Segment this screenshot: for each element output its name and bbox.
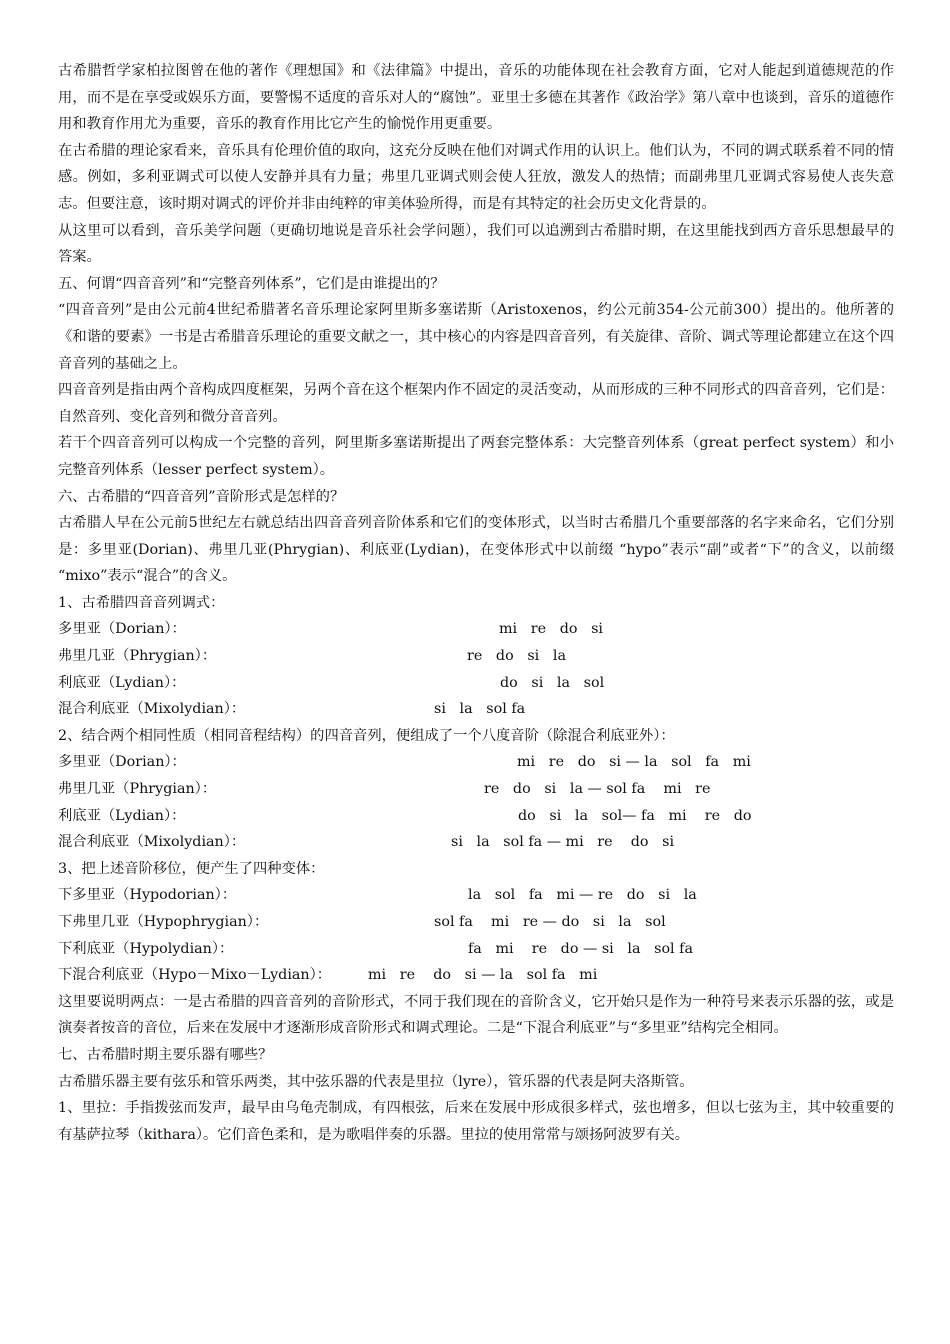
mode-notes: do si la sol— fa mi re do [518, 807, 752, 824]
mode-name: 弗里几亚（Phrygian）： [58, 648, 217, 665]
mode-notes: re do si la [467, 648, 566, 665]
mode-name: 混合利底亚（Mixolydian）： [58, 834, 246, 851]
question-7-heading: 七、古希腊时期主要乐器有哪些？ [58, 1046, 273, 1063]
scale-row [58, 696, 894, 723]
mode-notes: mi re do si [499, 621, 603, 638]
section-3-table [58, 882, 894, 988]
paragraph-instruments: 古希腊乐器主要有弦乐和管乐两类，其中弦乐器的代表是里拉（lyre），管乐器的代表是阿夫洛斯管。 [58, 1073, 694, 1090]
mode-notes: si la sol fa — mi re do si [451, 834, 675, 851]
question-6-heading: 六、古希腊的“四音音列”音阶形式是怎样的？ [58, 488, 345, 505]
paragraph-tetrachord-origin: “四音音列”是由公元前4世纪希腊著名音乐理论家阿里斯多塞诺斯（Aristoxenos，约公元前354-公元前300）提出的。他所著的《和谐的要素》一书是古希腊音乐理论的重要文献之一，其中核心的内容是四音音列，有关旋律、音阶、调式等理论都建立在这个四音音列的基础之上。 [58, 302, 894, 372]
mode-notes: la sol fa mi — re do si la [468, 887, 697, 904]
paragraph-origin: 从这里可以看到，音乐美学问题（更确切地说是音乐社会学问题），我们可以追溯到古希腊时期，在这里能找到西方音乐思想最早的答案。 [58, 222, 894, 266]
mode-name: 多里亚（Dorian）： [58, 754, 186, 771]
paragraph-modes-ethics: 在古希腊的理论家看来，音乐具有伦理价值的取向，这充分反映在他们对调式作用的认识上。他们认为，不同的调式联系着不同的情感。例如，多利亚调式可以使人安静并具有力量；弗里几亚调式则会使人狂放，激发人的热情；而副弗里几亚调式容易使人丧失意志。但要注意，该时期对调式的评价并非由纯粹的审美体验所得，而是有其特定的社会历史文化背景的。 [58, 142, 894, 212]
mode-name: 混合利底亚（Mixolydian）： [58, 701, 246, 718]
mode-name: 下混合利底亚（Hypo－Mixo－Lydian）： [58, 967, 332, 984]
scale-row [58, 962, 894, 989]
paragraph-lyre: 1、里拉：手指拨弦而发声，最早由乌龟壳制成，有四根弦，后来在发展中形成很多样式，弦也增多，但以七弦为主，其中较重要的有基萨拉琴（kithara）。它们音色柔和，是为歌唱伴奏的乐器。里拉的使用常常与颂扬阿波罗有关。 [58, 1100, 894, 1143]
scale-row [58, 776, 894, 803]
paragraph-mode-names: 古希腊人早在公元前5世纪左右就总结出四音音列音阶体系和它们的变体形式，以当时古希腊几个重要部落的名字来命名，它们分别是：多里亚(Dorian)、弗里几亚(Phrygian)、利底亚(Lydian)，在变体形式中以前缀 “hypo”表示“副”或者“下”的含义，以前缀 “mixo”表示“混合”的含义。 [58, 515, 894, 585]
section-2-table [58, 749, 894, 855]
paragraph-perfect-system: 若干个四音音列可以构成一个完整的音列，阿里斯多塞诺斯提出了两套完整体系：大完整音列体系（great perfect system）和小完整音列体系（lesser perfect system）。 [58, 435, 894, 478]
mode-notes: sol fa mi re — do si la sol [434, 914, 666, 930]
scale-row [58, 829, 894, 856]
scale-row [58, 749, 894, 776]
mode-notes: re do si la — sol fa mi re [484, 781, 711, 798]
mode-name: 下多里亚（Hypodorian）： [58, 887, 237, 904]
section-1-title: 1、古希腊四音音列调式： [58, 594, 225, 611]
mode-notes: mi re do si — la sol fa mi [368, 967, 598, 984]
scale-row [58, 803, 894, 830]
scale-row [58, 882, 894, 909]
mode-notes: mi re do si — la sol fa mi [517, 754, 751, 771]
question-5-heading: 五、何谓“四音音列”和“完整音列体系”，它们是由谁提出的？ [58, 275, 445, 292]
paragraph-two-points: 这里要说明两点：一是古希腊的四音音列的音阶形式，不同于我们现在的音阶含义，它开始只是作为一种符号来表示乐器的弦，或是演奏者按音的音位，后来在发展中才逐渐形成音阶形式和调式理论。二是“下混合利底亚”与“多里亚”结构完全相同。 [58, 993, 894, 1037]
mode-name: 多里亚（Dorian）： [58, 621, 186, 638]
mode-name: 下利底亚（Hypolydian）： [58, 940, 234, 957]
mode-name: 利底亚（Lydian）： [58, 807, 186, 824]
scale-row [58, 936, 894, 963]
section-1-table [58, 616, 894, 722]
mode-name: 利底亚（Lydian）： [58, 674, 186, 691]
mode-notes: do si la sol [500, 674, 605, 691]
paragraph-plato: 古希腊哲学家柏拉图曾在他的著作《理想国》和《法律篇》中提出，音乐的功能体现在社会教育方面，它对人能起到道德规范的作用，而不是在享受或娱乐方面，要警惕不适度的音乐对人的“腐蚀”。亚里士多德在其著作《政治学》第八章中也谈到，音乐的道德作用和教育作用尤为重要，音乐的教育作用比它产生的愉悦作用更重要。 [58, 63, 894, 133]
mode-notes: si la sol fa [434, 701, 526, 718]
mode-name: 弗里几亚（Phrygian）： [58, 781, 217, 798]
scale-row [58, 670, 894, 697]
mode-name: 下弗里几亚（Hypophrygian）： [58, 914, 269, 930]
paragraph-tetrachord-definition: 四音音列是指由两个音构成四度框架，另两个音在这个框架内作不固定的灵活变动，从而形成的三种不同形式的四音音列，它们是：自然音列、变化音列和微分音音列。 [58, 382, 894, 425]
mode-notes: fa mi re do — si la sol fa [468, 940, 693, 957]
scale-row [58, 643, 894, 670]
scale-row [58, 616, 894, 643]
scale-row [58, 909, 894, 936]
section-2-title: 2、结合两个相同性质（相同音程结构）的四音音列，便组成了一个八度音阶（除混合利底亚外）： [58, 727, 675, 744]
section-3-title: 3、把上述音阶移位，便产生了四种变体： [58, 860, 325, 877]
